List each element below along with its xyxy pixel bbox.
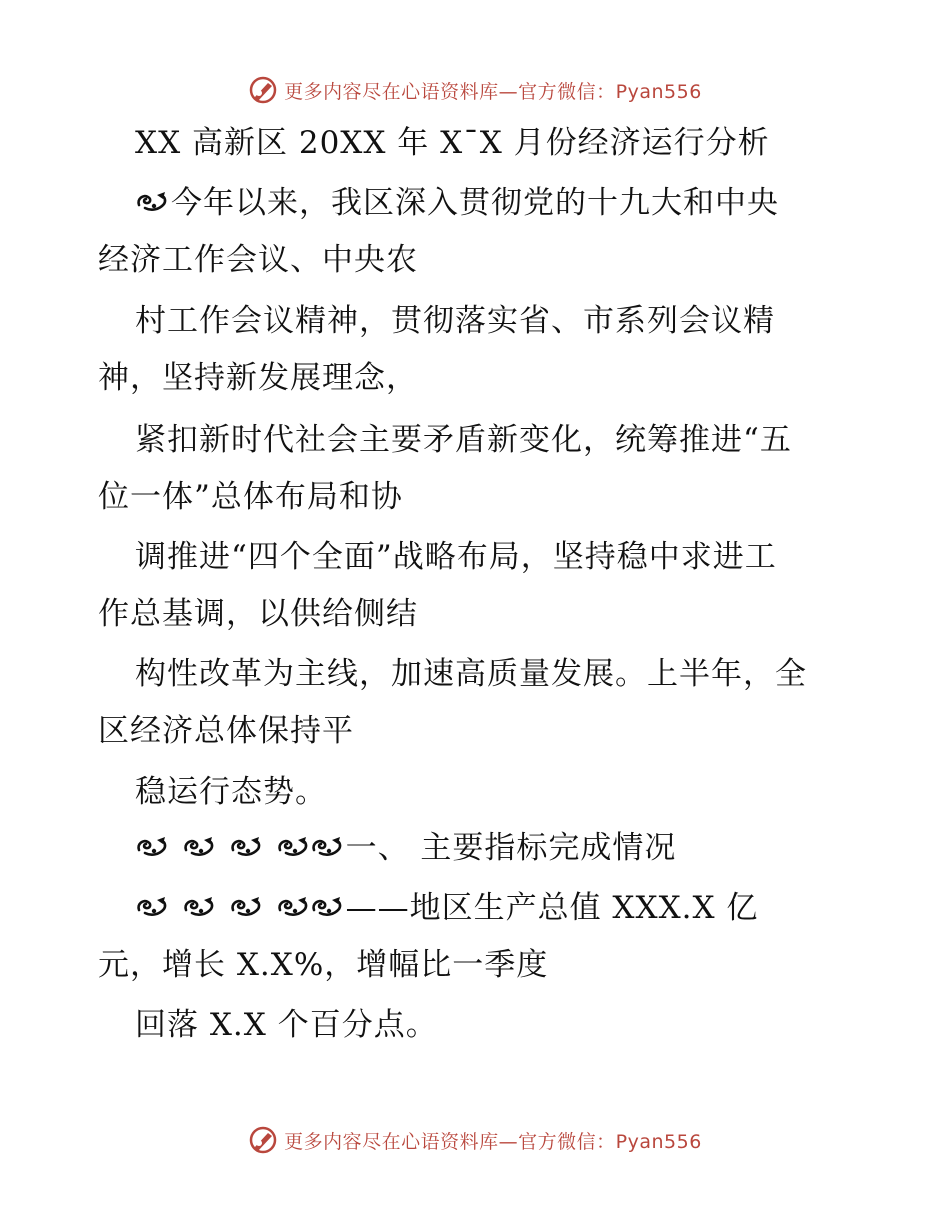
paragraph-line: 构性改革为主线，加速高质量发展。上半年，全 <box>135 656 807 692</box>
header-banner-text: 更多内容尽在心语资料库—官方微信：Pyan556 <box>284 80 702 103</box>
paragraph-line: 元，增长 X.X%，增幅比一季度 <box>98 947 549 983</box>
swirl-ornament-icon <box>135 834 169 860</box>
swirl-ornament-icon <box>229 894 263 920</box>
paragraph-line: 紧扣新时代社会主要矛盾新变化，统筹推进“五 <box>135 422 792 458</box>
swirl-ornament-icon <box>310 834 344 860</box>
paragraph-line: 区经济总体保持平 <box>98 713 354 749</box>
swirl-ornament-icon <box>276 894 310 920</box>
footer-banner-text: 更多内容尽在心语资料库—官方微信：Pyan556 <box>284 1130 702 1153</box>
paragraph-line: 位一体”总体布局和协 <box>98 479 403 515</box>
paragraph-line: 神，坚持新发展理念， <box>98 360 418 396</box>
paragraph-line: 经济工作会议、中央农 <box>98 242 418 278</box>
paragraph-line: 村工作会议精神，贯彻落实省、市系列会议精 <box>135 303 775 339</box>
document-title: XX 高新区 20XX 年 X¯X 月份经济运行分析 <box>135 125 770 161</box>
swirl-ornament-icon <box>135 189 169 215</box>
swirl-ornament-icon <box>182 834 216 860</box>
paragraph-line: ——地区生产总值 XXX.X 亿 <box>135 888 758 928</box>
pen-circle-logo-icon <box>248 1125 278 1155</box>
swirl-ornament-icon <box>229 834 263 860</box>
footer-banner <box>0 1120 950 1160</box>
swirl-ornament-icon <box>310 894 344 920</box>
paragraph-line: 今年以来，我区深入贯彻党的十九大和中央 <box>135 183 779 223</box>
swirl-ornament-icon <box>276 834 310 860</box>
paragraph-line: 稳运行态势。 <box>135 774 327 810</box>
swirl-ornament-icon <box>182 894 216 920</box>
paragraph-line: 回落 X.X 个百分点。 <box>135 1007 438 1043</box>
paragraph-line: 作总基调，以供给侧结 <box>98 596 418 632</box>
paragraph-line: 调推进“四个全面”战略布局，坚持稳中求进工 <box>135 539 777 575</box>
section-heading: 一、 主要指标完成情况 <box>135 828 676 868</box>
swirl-ornament-icon <box>135 894 169 920</box>
